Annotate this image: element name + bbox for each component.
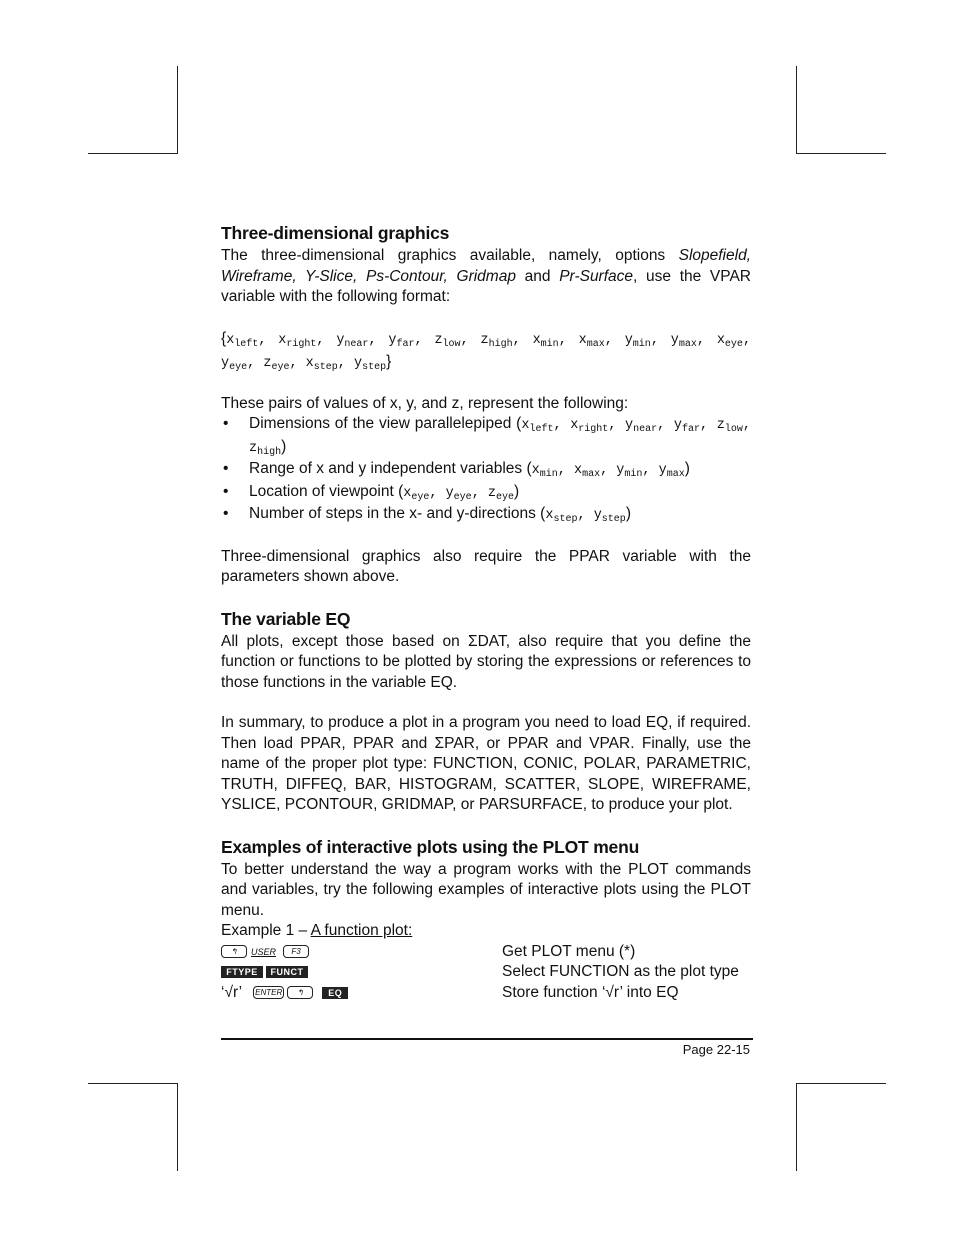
- vpar-bullet-list: [221, 414, 751, 527]
- crop-mark: [796, 153, 886, 154]
- section-heading-variable-eq: The variable EQ: [221, 608, 351, 629]
- section-heading-examples: Examples of interactive plots using the PLOT menu: [221, 836, 640, 857]
- list-item: • Number of steps in the x- and y-directions ($x_{step}$, $y_{step}$): [249, 504, 751, 527]
- step-description: Store function ‘√r’ into EQ: [502, 983, 679, 1001]
- eq-softkey: EQ: [322, 987, 348, 999]
- three-d-intro: The three-dimensional graphics available, namely, options Slopefield, Wireframe, Y-Slice, Ps-Contour, Gridmap and Pr-Surface, use the VPAR variable with the following format:: [221, 247, 751, 305]
- left-shift-key: ↰: [221, 945, 247, 958]
- keystroke-sequence: [221, 942, 502, 963]
- list-item: • Dimensions of the view parallelepiped ($x_{left}$, $x_{right}$, $y_{near}$, $y_{far}$, $z_{low}$, $z_{high}$): [249, 414, 751, 459]
- page-number: Page 22-15: [682, 1042, 750, 1057]
- keystroke-sequence: [221, 966, 502, 978]
- funct-softkey: FUNCT: [266, 966, 308, 978]
- left-shift-key: ↰: [287, 986, 313, 999]
- step-description: Get PLOT menu (*): [502, 942, 636, 960]
- crop-mark: [177, 66, 178, 154]
- keystroke-row: [221, 962, 751, 983]
- sqrt-r-expression: ‘√r’: [221, 983, 243, 1001]
- f3-key: F3: [283, 945, 309, 958]
- keystroke-row: [221, 942, 751, 963]
- eq-paragraph-2: In summary, to produce a plot in a program you need to load EQ, if required. Then load PPAR, PPAR and ΣPAR, or PPAR and VPAR. Finally, use the name of the proper plot type: FUNCTION, CONIC, POLAR, PARAMETRIC, TRUTH, DIFFEQ, BAR, HISTOGRAM, SCATTER, SLOPE, WIREFRAME, YSLICE, PCONTOUR, GRIDMAP, or PARSURFACE, to produce your plot.: [221, 714, 751, 813]
- page-content: [221, 222, 751, 1003]
- three-d-also: Three-dimensional graphics also require the PPAR variable with the parameters shown above.: [221, 547, 751, 585]
- examples-paragraph: To better understand the way a program works with the PLOT commands and variables, try the following examples of interactive plots using the PLOT menu.: [221, 860, 751, 919]
- vpar-format: {$x_{left}$, $x_{right}$, $y_{near}$, $y_{far}$, $z_{low}$, $z_{high}$, $x_{min}$, $x_{max}$, $y_{min}$, $y_{max}$, $x_{eye}$, $y_{eye}$, $z_{eye}$, $x_{step}$, $y_{step}$}: [221, 329, 752, 373]
- step-description: Select FUNCTION as the plot type: [502, 963, 739, 980]
- crop-mark: [796, 1083, 886, 1084]
- section-heading-three-dimensional: Three-dimensional graphics: [221, 223, 450, 243]
- pairs-intro: These pairs of values of x, y, and z, represent the following:: [221, 394, 629, 412]
- crop-mark: [796, 66, 797, 154]
- crop-mark: [796, 1083, 797, 1171]
- keystroke-row: [221, 983, 751, 1004]
- eq-paragraph-1: All plots, except those based on ΣDAT, also require that you define the function or functions to be plotted by storing the expressions or references to those functions in the variable EQ.: [221, 632, 751, 691]
- example-1-title: Example 1 – A function plot:: [221, 922, 413, 939]
- crop-mark: [88, 153, 178, 154]
- list-item: • Range of x and y independent variables ($x_{min}$, $x_{max}$, $y_{min}$, $y_{max}$): [249, 459, 751, 482]
- footer-rule: [221, 1038, 753, 1040]
- crop-mark: [177, 1083, 178, 1171]
- ftype-softkey: FTYPE: [221, 966, 263, 978]
- enter-key: ENTER: [255, 988, 283, 998]
- keystroke-sequence: [221, 983, 502, 1004]
- crop-mark: [88, 1083, 178, 1084]
- user-key-label: USER: [251, 946, 277, 957]
- list-item: • Location of viewpoint ($x_{eye}$, $y_{eye}$, $z_{eye}$): [249, 482, 751, 505]
